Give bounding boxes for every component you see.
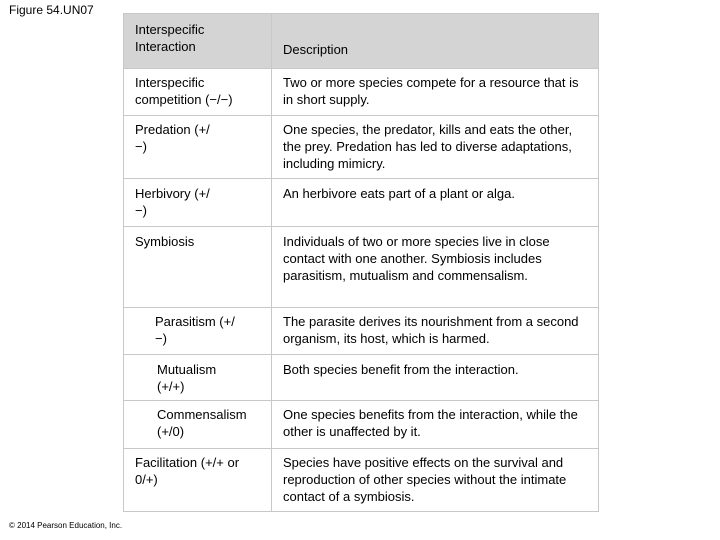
- description-cell: One species benefits from the interaction, while the other is unaffected by it.: [272, 401, 599, 449]
- description-cell: An herbivore eats part of a plant or alga.: [272, 179, 599, 227]
- table-header-row: [124, 14, 599, 69]
- table-row: [124, 179, 599, 227]
- header-description: Description: [272, 14, 599, 69]
- interaction-cell: Symbiosis: [124, 227, 272, 308]
- description-cell: Two or more species compete for a resource that is in short supply.: [272, 69, 599, 116]
- table-row: [124, 116, 599, 179]
- table-row: [124, 308, 599, 355]
- table-row: [124, 401, 599, 449]
- description-cell: Individuals of two or more species live in close contact with one another. Symbiosis includes parasitism, mutualism and commensalism.: [272, 227, 599, 308]
- description-cell: Both species benefit from the interaction.: [272, 355, 599, 401]
- table-row: [124, 449, 599, 512]
- interaction-cell: Mutualism (+/+): [124, 355, 272, 401]
- interaction-cell: Parasitism (+/−): [124, 308, 272, 355]
- description-cell: One species, the predator, kills and eats the other, the prey. Predation has led to diverse adaptations, including mimicry.: [272, 116, 599, 179]
- interaction-cell: Commensalism (+/0): [124, 401, 272, 449]
- interaction-cell: Interspecific competition (−/−): [124, 69, 272, 116]
- interaction-cell: Herbivory (+/−): [124, 179, 272, 227]
- copyright-notice: © 2014 Pearson Education, Inc.: [9, 521, 123, 530]
- interspecific-interaction-table: [123, 13, 599, 512]
- header-interaction: Interspecific Interaction: [124, 14, 272, 69]
- table-row: [124, 355, 599, 401]
- description-cell: The parasite derives its nourishment from a second organism, its host, which is harmed.: [272, 308, 599, 355]
- interaction-cell: Facilitation (+/+ or 0/+): [124, 449, 272, 512]
- description-cell: Species have positive effects on the survival and reproduction of other species without the intimate contact of a symbiosis.: [272, 449, 599, 512]
- table-row: [124, 227, 599, 308]
- figure-label: Figure 54.UN07: [9, 3, 94, 17]
- interaction-cell: Predation (+/−): [124, 116, 272, 179]
- table-row: [124, 69, 599, 116]
